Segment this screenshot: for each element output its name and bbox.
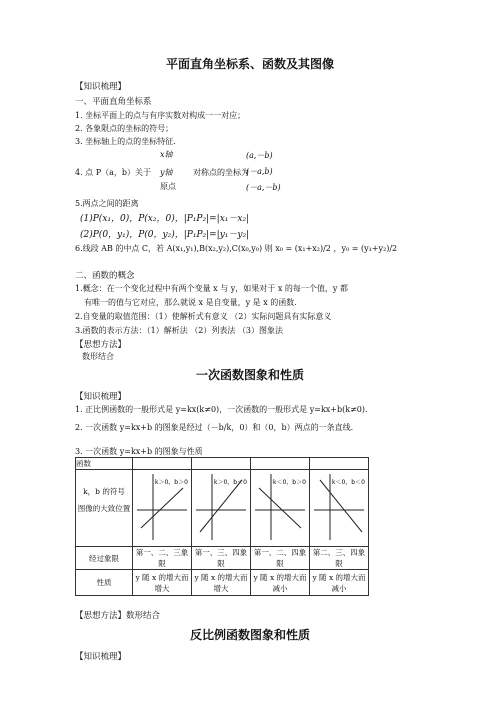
graph-cell xyxy=(192,470,251,547)
graph-cell xyxy=(310,470,369,547)
section-label: 【知识梳理】 xyxy=(75,82,127,92)
paragraph: 2. 一次函数 y=kx+b 的图象是经过（－b/k，0）和（0，b）两点的一条直线. xyxy=(75,423,354,432)
graph-sign-label: k＞0，b＞0 xyxy=(155,479,188,486)
graph-case-2 xyxy=(192,470,250,544)
graph-case-1 xyxy=(133,470,191,544)
table-cell: 第一、二、三象限 xyxy=(133,547,192,570)
paragraph: 有唯一的值与它对应，那么就说 x 是自变量，y 是 x 的函数. xyxy=(84,298,297,307)
coordinate: (a,－b) xyxy=(246,151,273,160)
axis-option: y轴 xyxy=(160,168,173,177)
axis-option: 原点 xyxy=(160,182,176,191)
table-cell: 第一、三、四象限 xyxy=(192,547,251,570)
graph-sign-label: k＜0，b＞0 xyxy=(273,479,306,486)
table-cell: 第二、三、四象限 xyxy=(310,547,369,570)
coordinate: (－a,－b) xyxy=(246,183,281,192)
coordinate: (－a,b) xyxy=(246,167,273,176)
section-label: 【知识梳理】 xyxy=(75,392,127,402)
graph-sign-label: k＜0，b＜0 xyxy=(332,479,365,486)
list-item: 4. 点 P（a，b）关于 xyxy=(75,168,151,177)
paragraph: 1. 正比例函数的一般形式是 y=kx(k≠0)，一次函数的一般形式是 y=kx+b(k≠0). xyxy=(75,405,368,414)
list-item: 5.两点之间的距离 xyxy=(75,199,139,208)
table-cell: y 随 x 的增大而减小 xyxy=(251,570,310,596)
function-line xyxy=(320,480,362,532)
paragraph: 2.自变量的取值范围：（1）使解析式有意义 （2）实际问题具有实际意义 xyxy=(75,312,332,321)
formula: 6.线段 AB 的中点 C，若 A(x₁,y₁),B(x₂,y₂),C(x₀,y₀) 则 x₀ = (x₁+x₂)/2 ，y₀ = (y₁+y₂)/2 xyxy=(75,244,398,253)
formula: (2)P(0，y₁)，P(0，y₂)，|P₁P₂|=|y₁－y₂| xyxy=(80,230,250,240)
table-cell: y 随 x 的增大而增大 xyxy=(192,570,251,596)
row-label: 经过象限 xyxy=(76,547,133,570)
graph-cell xyxy=(133,470,192,547)
list-item: 1. 坐标平面上的点与有序实数对构成一一对应； xyxy=(75,111,246,120)
subsection-title: 一、平面直角坐标系 xyxy=(75,97,152,107)
table-cell: y 随 x 的增大而增大 xyxy=(133,570,192,596)
list-item: 3. 坐标轴上的点的坐标特征. xyxy=(75,137,176,146)
section-label: 【思想方法】数形结合 xyxy=(75,611,161,621)
paragraph: 3.函数的表示方法：（1）解析法 （2）列表法 （3）图象法 xyxy=(75,326,283,335)
function-line xyxy=(259,488,301,528)
row-label: 图像的大致位置 xyxy=(77,504,131,513)
linear-function-table xyxy=(75,457,369,596)
axis-option: x轴 xyxy=(160,150,173,159)
graph-sign-label: k＞0，b＜0 xyxy=(214,479,247,486)
paragraph: 1.概念：在一个变化过程中有两个变量 x 与 y，如果对于 x 的每一个值，y 都 xyxy=(75,284,348,293)
list-item: 2. 各象限点的坐标的符号； xyxy=(75,124,174,133)
list-item-text: 对称点的坐标为 xyxy=(193,168,249,177)
section-title: 一次函数图象和性质 xyxy=(195,368,304,382)
table-cell: y 随 x 的增大而减小 xyxy=(310,570,369,596)
paragraph: 数形结合 xyxy=(82,352,114,361)
section-label: 【知识梳理】 xyxy=(75,652,127,662)
formula: (1)P(x₁，0)，P(x₂，0)，|P₁P₂|=|x₁－x₂| xyxy=(80,214,250,224)
graph-case-3 xyxy=(251,470,309,544)
function-line xyxy=(141,488,183,528)
paragraph: 3. 一次函数 y=kx+b 的图象与性质 xyxy=(75,447,203,456)
graph-case-4 xyxy=(310,470,368,544)
table-header: 函数 xyxy=(76,458,133,470)
graph-cell xyxy=(251,470,310,547)
row-label: 性质 xyxy=(76,570,133,596)
row-label: k，b 的符号 xyxy=(83,487,125,496)
subsection-title: 二、函数的概念 xyxy=(75,271,135,281)
function-line xyxy=(200,480,242,532)
section-label: 【思想方法】 xyxy=(75,340,127,350)
table-cell: 第一、二、四象限 xyxy=(251,547,310,570)
section-title: 反比例函数图象和性质 xyxy=(189,628,310,642)
page-title: 平面直角坐标系、函数及其图像 xyxy=(165,57,334,71)
